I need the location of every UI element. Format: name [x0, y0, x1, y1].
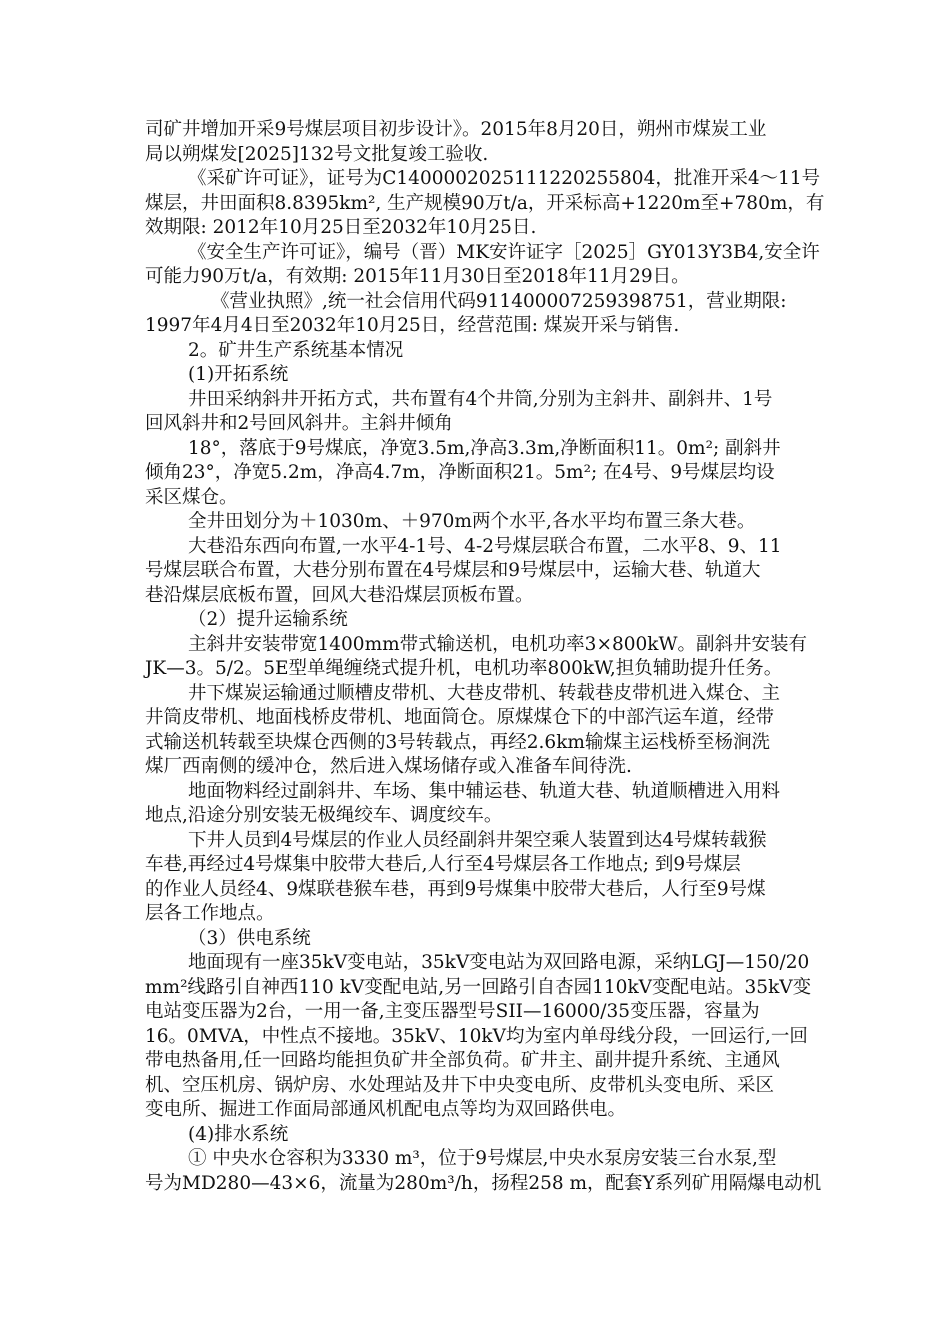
text-line: 井下煤炭运输通过顺槽皮带机、大巷皮带机、转载巷皮带机进入煤仓、主	[188, 682, 781, 704]
text-line: 煤厂西南侧的缓冲仓，然后进入煤场储存或入准备车间待洗.	[145, 756, 632, 777]
text-line: 巷沿煤层底板布置，回风大巷沿煤层顶板布置。	[145, 584, 534, 606]
text-line: (1)开拓系统	[188, 364, 289, 385]
document-body	[145, 118, 825, 1196]
text-line: 16。0MVA，中性点不接地。35kV、10kV均为室内单母线分段，一回运行,一回	[145, 1025, 808, 1047]
text-line: 全井田划分为＋1030m、＋970m两个水平,各水平均布置三条大巷。	[188, 511, 756, 532]
text-line: 号煤层联合布置，大巷分别布置在4号煤层和9号煤层中，运输大巷、轨道大	[145, 560, 761, 581]
text-line: 主斜井安装带宽1400mm带式输送机，电机功率3×800kW。副斜井安装有	[188, 633, 807, 655]
text-line: 号为MD280—43×6，流量为280m³/h，扬程258 m，配套Y系列矿用隔爆电动机	[145, 1172, 822, 1194]
text-line: ① 中央水仓容积为3330 m³，位于9号煤层,中央水泵房安装三台水泵,型	[188, 1148, 777, 1169]
text-line: (4)排水系统	[188, 1123, 289, 1145]
text-line: 2。矿井生产系统基本情况	[188, 339, 404, 361]
text-line: 回风斜井和2号回风斜井。主斜井倾角	[145, 413, 453, 434]
text-line: 带电热备用,任一回路均能担负矿井全部负荷。矿井主、副井提升系统、主通风	[145, 1050, 780, 1071]
text-line: 层各工作地点。	[145, 903, 275, 924]
text-line: 局以朔煤发[2025]132号文批复竣工验收.	[145, 143, 489, 165]
text-line: 大巷沿东西向布置,一水平4-1号、4-2号煤层联合布置，二水平8、9、11	[188, 535, 782, 557]
text-line: 煤层，井田面积8.8395km², 生产规模90万t/a，开采标高+1220m至+780m，有	[145, 192, 825, 214]
text-line: 司矿井增加开采9号煤层项目初步设计》。2015年8月20日，朔州市煤炭工业	[145, 119, 767, 140]
text-line: 18°，落底于9号煤底，净宽3.5m,净高3.3m,净断面积11。0m²; 副斜井	[188, 437, 781, 459]
text-line: mm²线路引自神西110 kV变配电站,另一回路引自杏园110kV变配电站。35kV变	[145, 976, 812, 998]
text-line: 式输送机转载至块煤仓西侧的3号转载点，再经2.6km输煤主运栈桥至杨涧洗	[145, 731, 770, 753]
text-line: 地面现有一座35kV变电站，35kV变电站为双回路电源，采纳LGJ—150/20	[188, 952, 810, 973]
text-line: 井筒皮带机、地面栈桥皮带机、地面筒仓。原煤煤仓下的中部汽运车道，经带	[145, 707, 775, 728]
text-line: （3）供电系统	[188, 927, 311, 949]
text-line: 井田采纳斜井开拓方式，共布置有4个井筒,分别为主斜井、副斜井、1号	[188, 388, 773, 410]
text-line: 机、空压机房、锅炉房、水处理站及井下中央变电所、皮带机头变电所、采区	[145, 1074, 775, 1096]
text-line: 《安全生产许可证》，编号（晋）MK安许证字［2025］GY013Y3B4,安全许	[188, 241, 820, 263]
text-line: （2）提升运输系统	[188, 609, 348, 630]
text-line: 变电所、掘进工作面局部通风机配电点等均为双回路供电。	[145, 1099, 627, 1120]
text-line: 地点,沿途分别安装无极绳绞车、调度绞车。	[145, 805, 503, 826]
text-line: 可能力90万t/a，有效期: 2015年11月30日至2018年11月29日。	[145, 266, 690, 287]
text-line: 地面物料经过副斜井、车场、集中辅运巷、轨道大巷、轨道顺槽进入用料	[188, 780, 781, 802]
text-line: 下井人员到4号煤层的作业人员经副斜井架空乘人装置到达4号煤转载猴	[188, 829, 767, 851]
text-line: 1997年4月4日至2032年10月25日，经营范围: 煤炭开采与销售.	[145, 315, 680, 336]
text-line: 采区煤仓。	[145, 486, 238, 508]
text-line: 的作业人员经4、9煤联巷猴车巷，再到9号煤集中胶带大巷后，人行至9号煤	[145, 878, 766, 900]
text-line: 倾角23°，净宽5.2m，净高4.7m，净断面积21。5m²; 在4号、9号煤层均设	[145, 462, 775, 483]
text-line: 电站变压器为2台，一用一备,主变压器型号SII—16000/35变压器，容量为	[145, 1001, 760, 1022]
text-line: 《营业执照》,统一社会信用代码911400007259398751，营业期限:	[211, 290, 787, 312]
text-line: 效期限: 2012年10月25日至2032年10月25日.	[145, 217, 537, 238]
text-line: 《采矿许可证》，证号为C1400002025111220255804，批准开采4～11号	[188, 168, 821, 189]
text-line: JK—3。5/2。5E型单绳缠绕式提升机，电机功率800kW,担负辅助提升任务。	[145, 658, 783, 679]
text-line: 车巷,再经过4号煤集中胶带大巷后,人行至4号煤层各工作地点; 到9号煤层	[145, 854, 741, 875]
